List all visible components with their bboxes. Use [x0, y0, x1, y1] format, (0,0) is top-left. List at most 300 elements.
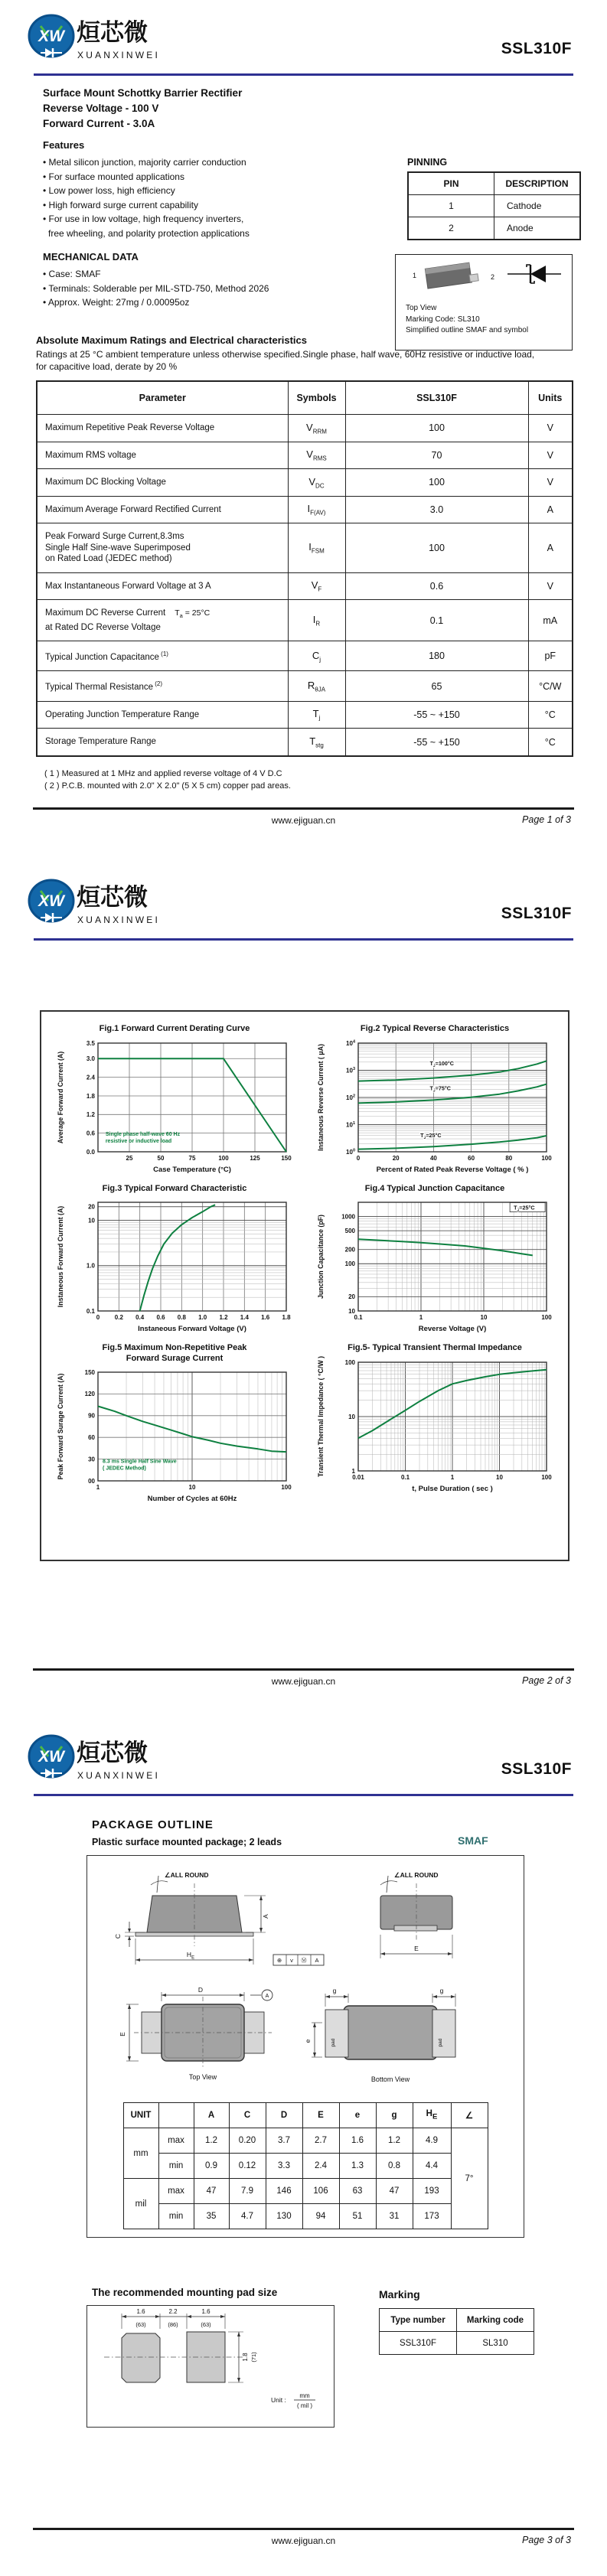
- symbol-sub: j: [318, 714, 321, 722]
- symbol-cell: [288, 671, 345, 701]
- symbol-cell: [288, 600, 345, 641]
- svg-text:3.5: 3.5: [86, 1039, 95, 1047]
- dim-row: [123, 2204, 488, 2229]
- symbol-cell: [288, 729, 345, 756]
- dim-column-header: [339, 2103, 376, 2128]
- value-cell: 100: [345, 469, 528, 497]
- list-item-text: • Low power loss, high efficiency: [43, 185, 175, 196]
- symbol-sub: FSM: [311, 547, 325, 555]
- parameter-cell: [37, 641, 288, 671]
- abs-row: [37, 496, 573, 523]
- package-name: SMAF: [458, 1834, 488, 1847]
- symbol-main: V: [306, 421, 313, 433]
- list-item-text: • High forward surge current capability: [43, 199, 198, 210]
- svg-text:0.6: 0.6: [86, 1129, 95, 1136]
- svg-text:( mil ): ( mil ): [297, 2402, 312, 2409]
- parameter-text: Typical Thermal Resistance: [45, 683, 154, 693]
- value-cell: 0.1: [345, 600, 528, 641]
- dim-HE-label: $H_E$: [186, 1951, 195, 1961]
- parameter-text: Max Instantaneous Forward Voltage at 3 A: [45, 581, 211, 591]
- svg-text:Junction Capacitance (pF): Junction Capacitance (pF): [317, 1215, 325, 1299]
- parameter-line: [45, 531, 283, 543]
- dim-value: 146: [266, 2179, 302, 2204]
- value-cell: 65: [345, 671, 528, 701]
- figure-cell-1: [44, 1024, 305, 1181]
- symbol-cell: [288, 641, 345, 671]
- logo-cn-text: 烜芯微: [77, 884, 148, 911]
- svg-text:Case Temperature (°C): Case Temperature (°C): [153, 1165, 231, 1174]
- logo-monogram: XW: [38, 892, 64, 910]
- part-number: SSL310F: [501, 1760, 572, 1778]
- unit-cell: V: [528, 415, 573, 442]
- figure-chart: [312, 1037, 557, 1181]
- footnote: ( 1 ) Measured at 1 MHz and applied reverse voltage of 4 V D.C: [44, 768, 282, 778]
- symbol-main: V: [306, 448, 313, 460]
- list-item-text: free wheeling, and polarity protection applications: [48, 227, 250, 239]
- symbol-cell: [288, 469, 345, 497]
- dim-value: 47: [376, 2179, 413, 2204]
- svg-text:0.01: 0.01: [352, 1473, 364, 1481]
- package-top-view-icon: [425, 262, 478, 289]
- svg-text:10: 10: [348, 1307, 355, 1315]
- symbol-cell: [288, 496, 345, 523]
- column-header: Units: [528, 381, 573, 415]
- symbol-sub: F: [318, 585, 322, 593]
- outline-note-lines: [396, 302, 572, 337]
- footnotes: [44, 768, 572, 793]
- bottom-view: [304, 1987, 455, 2083]
- unit-cell: °C/W: [528, 671, 573, 701]
- figure-chart: [52, 1196, 297, 1340]
- abs-row: [37, 641, 573, 671]
- symbol-sub: RRM: [312, 428, 327, 435]
- symbol-sub: R: [315, 620, 321, 628]
- parameter-text: Typical Junction Capacitance: [45, 652, 159, 662]
- svg-text:0.1: 0.1: [86, 1307, 95, 1315]
- parameter-cell: [37, 469, 288, 497]
- list-item-text: • For surface mounted applications: [43, 171, 184, 182]
- type-number: SSL310F: [380, 2332, 457, 2355]
- dim-value: 63: [339, 2179, 376, 2204]
- dim-e-label: e: [304, 2039, 312, 2043]
- figure-caption: Fig.3 Typical Forward Characteristic: [102, 1183, 247, 1193]
- mechanical-list: [43, 267, 364, 310]
- minmax-label: min: [158, 2154, 194, 2179]
- title-block: [43, 86, 242, 132]
- svg-text:1.2: 1.2: [86, 1110, 95, 1118]
- brand-logo: [28, 874, 190, 935]
- parameter-cell: [37, 442, 288, 469]
- dim-column-header: [376, 2103, 413, 2128]
- series-curve: [140, 1205, 215, 1311]
- svg-text:1.0: 1.0: [86, 1262, 95, 1270]
- svg-text:20: 20: [392, 1154, 400, 1162]
- right-dimension: [228, 2332, 257, 2382]
- pinning-table: [407, 171, 581, 240]
- mechanical-heading: MECHANICAL DATA: [43, 251, 139, 262]
- dim-g-label: g: [332, 1987, 337, 1994]
- svg-text:TJ=100°C: $T_J=100^\circ C$: [429, 1059, 454, 1068]
- logo-monogram: XW: [38, 28, 64, 45]
- part-number: SSL310F: [501, 40, 572, 57]
- svg-text:1.6: 1.6: [261, 1314, 270, 1321]
- unit-cell: °C: [528, 729, 573, 756]
- svg-text:Reverse Voltage (V): Reverse Voltage (V): [418, 1325, 487, 1333]
- list-item: [43, 155, 364, 170]
- svg-text:TJ=75°C: $T_J=75^\circ C$: [429, 1084, 451, 1094]
- dim-letter: e: [354, 2111, 361, 2120]
- unit-label: mm: [123, 2128, 158, 2179]
- parameter-line: [45, 709, 283, 721]
- svg-text:100: 100: [541, 1314, 552, 1321]
- column-header: Type number: [380, 2309, 457, 2332]
- figure-caption: Fig.4 Typical Junction Capacitance: [364, 1183, 505, 1193]
- svg-text:( JEDEC Method): ( JEDEC Method): [103, 1466, 146, 1472]
- logo-cn-text: 烜芯微: [77, 1740, 148, 1766]
- dim-value: 94: [302, 2204, 339, 2229]
- dim-row: [123, 2128, 488, 2154]
- page-2: [0, 865, 607, 1720]
- list-item: [43, 295, 364, 310]
- dim-column-header: [229, 2103, 266, 2128]
- list-item: [43, 170, 364, 184]
- parameter-line: [45, 679, 283, 693]
- figure-cell-3: [44, 1184, 305, 1341]
- parameter-cell: [37, 523, 288, 573]
- page1-footer: [33, 807, 574, 833]
- figure-caption: Fig.5 Maximum Non-Repetitive Peak: [102, 1343, 247, 1352]
- svg-text:1.4: 1.4: [240, 1314, 249, 1321]
- minmax-label: min: [158, 2204, 194, 2229]
- svg-text:1.8: 1.8: [86, 1092, 95, 1100]
- list-item: [43, 282, 364, 296]
- figure-cell-5: [44, 1343, 305, 1510]
- dim-letter: g: [391, 2111, 397, 2120]
- dim-value: 3.7: [266, 2128, 302, 2154]
- symbol-cell: [288, 523, 345, 573]
- dim-value: 51: [339, 2204, 376, 2229]
- column-header: Parameter: [37, 381, 288, 415]
- list-item-text: • Case: SMAF: [43, 269, 101, 279]
- svg-text:Unit :: Unit :: [271, 2396, 286, 2404]
- parameter-line: [45, 736, 283, 748]
- dim-header-row: [123, 2103, 488, 2128]
- figure-caption: Fig.1 Forward Current Derating Curve: [99, 1024, 250, 1033]
- dim-column-header: [413, 2103, 451, 2128]
- dim-column-header: [451, 2103, 488, 2128]
- charts-grid: [41, 1012, 568, 1510]
- svg-text:120: 120: [84, 1391, 95, 1398]
- note-line: Simplified outline SMAF and symbol: [406, 326, 529, 334]
- list-item: [43, 267, 364, 282]
- dim-value: 2.7: [302, 2128, 339, 2154]
- dim-letter: E: [318, 2111, 324, 2120]
- symbol-main: V: [308, 475, 316, 487]
- svg-text:⊕: ⊕: [276, 1957, 282, 1964]
- svg-text:25: 25: [126, 1154, 133, 1162]
- parameter-footnote-ref: (2): [153, 680, 163, 688]
- dim-row: [123, 2179, 488, 2204]
- svg-text:20: 20: [88, 1203, 95, 1211]
- features-list: [43, 155, 364, 240]
- pin1-label: 1: [413, 272, 417, 279]
- brand-logo: [28, 9, 190, 70]
- dim-letter-sub: E: [432, 2112, 438, 2121]
- footer-rule: [33, 1668, 574, 1671]
- svg-text:Percent of Rated Peak Reverse: Percent of Rated Peak Reverse Voltage ( % ): [376, 1165, 529, 1174]
- figure-chart: [52, 1037, 297, 1181]
- header-rule: [34, 73, 573, 76]
- dim-letter: D: [280, 2111, 288, 2120]
- value-cell: -55 ~ +150: [345, 701, 528, 729]
- pad-label: pad: [438, 2038, 443, 2047]
- svg-text:v: v: [290, 1957, 293, 1964]
- all-round-label: ∠ALL ROUND: [165, 1871, 209, 1879]
- dimension-table: [123, 2102, 488, 2229]
- symbol-cell: [288, 415, 345, 442]
- pin-description: Cathode: [494, 195, 581, 217]
- svg-text:Single phase half-wave 60 Hz: Single phase half-wave 60 Hz: [105, 1131, 181, 1137]
- end-view: [380, 1871, 452, 1958]
- svg-text:101: $10^1$: [346, 1120, 355, 1128]
- abs-row: [37, 572, 573, 600]
- svg-text:80: 80: [505, 1154, 513, 1162]
- svg-text:(63): (63): [201, 2321, 211, 2328]
- svg-text:100: 100: [541, 1473, 552, 1481]
- dim-value: 193: [413, 2179, 451, 2204]
- page-1: [0, 0, 607, 865]
- unit-header: UNIT: [123, 2103, 158, 2128]
- package-outline-subheading: Plastic surface mounted package; 2 leads: [92, 1837, 282, 1847]
- side-view: [114, 1871, 324, 1965]
- svg-text:0.1: 0.1: [354, 1314, 363, 1321]
- svg-text:Instaneous Forward Current (A: Instaneous Forward Current (A): [57, 1205, 64, 1308]
- unit-cell: V: [528, 572, 573, 600]
- svg-text:1: 1: [351, 1467, 355, 1475]
- minmax-label: max: [158, 2128, 194, 2154]
- svg-text:0.1: 0.1: [400, 1473, 410, 1481]
- svg-text:1.0: 1.0: [198, 1314, 207, 1321]
- title-line: Surface Mount Schottky Barrier Rectifier: [43, 87, 243, 99]
- abs-ratings-table: [36, 380, 573, 757]
- svg-text:2.2: 2.2: [168, 2308, 178, 2315]
- dim-value: 1.2: [194, 2128, 229, 2154]
- logo-en-text: XUANXINWEI: [77, 915, 161, 925]
- parameter-text: on Rated Load (JEDEC method): [45, 554, 172, 563]
- dim-A-label: A: [262, 1914, 269, 1919]
- parameter-text: Maximum RMS voltage: [45, 450, 136, 460]
- note-line: Top View: [406, 304, 437, 312]
- svg-text:103: $10^3$: [346, 1066, 355, 1074]
- dim-E-label: E: [119, 2032, 126, 2036]
- svg-text:Transient Thermal Impedance (: Transient Thermal Impedance ( °C/W ): [317, 1355, 325, 1477]
- abs-row: [37, 415, 573, 442]
- footer-page-number: Page 1 of 3: [522, 814, 571, 825]
- parameter-footnote-ref: (1): [158, 651, 168, 658]
- parameter-line: [45, 422, 283, 434]
- note-base: T: [175, 608, 180, 618]
- svg-text:3.0: 3.0: [86, 1055, 95, 1062]
- datum-label: A: [265, 1994, 269, 1999]
- svg-text:75: 75: [188, 1154, 196, 1162]
- page3-footer: [33, 2528, 574, 2554]
- symbol-main: T: [312, 708, 319, 720]
- svg-text:0.8: 0.8: [177, 1314, 186, 1321]
- parameter-line: [45, 608, 283, 622]
- list-item: [43, 227, 364, 241]
- header-rule: [34, 938, 573, 941]
- angle-value: 7°: [451, 2128, 488, 2229]
- symbol-cell: [288, 701, 345, 729]
- dim-D-label: D: [197, 1986, 204, 1994]
- pin-description: Anode: [494, 217, 581, 240]
- svg-text:1: 1: [419, 1314, 423, 1321]
- brand-logo: [28, 1730, 190, 1791]
- svg-text:102: $10^2$: [346, 1093, 355, 1101]
- unit-cell: pF: [528, 641, 573, 671]
- svg-text:mm: mm: [299, 2392, 310, 2399]
- column-header: PIN: [408, 172, 494, 195]
- dim-value: 31: [376, 2204, 413, 2229]
- svg-text:8.3 ms Single Half Sine Wave: 8.3 ms Single Half Sine Wave: [103, 1459, 177, 1465]
- dim-g-label: g: [439, 1987, 444, 1994]
- symbol-main: I: [308, 541, 312, 553]
- list-item-text: • Terminals: Solderable per MIL-STD-750, Method 2026: [43, 282, 269, 294]
- list-item: [43, 212, 364, 227]
- package-symbol-drawing: [396, 255, 570, 298]
- figure-chart: [52, 1366, 297, 1510]
- dim-value: 0.8: [376, 2154, 413, 2179]
- svg-text:150: 150: [281, 1154, 292, 1162]
- svg-text:100: 100: [281, 1484, 292, 1491]
- symbol-cell: [288, 442, 345, 469]
- footer-site: www.ejiguan.cn: [271, 1676, 336, 1687]
- value-cell: 100: [345, 523, 528, 573]
- footer-page-number: Page 2 of 3: [522, 1675, 571, 1686]
- dim-value: 0.20: [229, 2128, 266, 2154]
- svg-text:100: 100: [344, 1260, 355, 1268]
- unit-note: [271, 2392, 315, 2409]
- list-item-text: • Approx. Weight: 27mg / 0.00095oz: [43, 297, 190, 308]
- pin2-label: 2: [491, 273, 495, 281]
- pad-label: pad: [331, 2038, 336, 2047]
- parameter-line: [45, 581, 283, 592]
- parameter-cell: [37, 701, 288, 729]
- symbol-sub: j: [319, 656, 321, 663]
- parameter-line: [45, 450, 283, 461]
- svg-text:Instaneous Forward Voltage (V): Instaneous Forward Voltage (V): [138, 1325, 246, 1333]
- value-cell: 0.6: [345, 572, 528, 600]
- figure-cell-6: [305, 1343, 565, 1510]
- value-cell: 70: [345, 442, 528, 469]
- svg-text:125: 125: [250, 1154, 260, 1162]
- parameter-cell: [37, 729, 288, 756]
- parameter-line: [45, 504, 283, 516]
- footer-rule: [33, 2528, 574, 2530]
- svg-text:(86): (86): [168, 2321, 178, 2328]
- parameter-line: [45, 649, 283, 663]
- svg-text:1.8: 1.8: [242, 2353, 249, 2362]
- svg-text:10: 10: [480, 1314, 488, 1321]
- svg-text:1.8: 1.8: [282, 1314, 291, 1321]
- parameter-line: [45, 622, 283, 634]
- svg-text:00: 00: [88, 1477, 95, 1485]
- unit-cell: V: [528, 442, 573, 469]
- abs-row: [37, 469, 573, 497]
- parameter-text: Maximum DC Reverse Current: [45, 608, 166, 618]
- pin-number: 1: [408, 195, 494, 217]
- title-line: Reverse Voltage - 100 V: [43, 103, 159, 114]
- svg-text:TJ=25°C: $T_J=25^\circ C$: [514, 1204, 535, 1213]
- parameter-cell: [37, 572, 288, 600]
- column-header: Symbols: [288, 381, 345, 415]
- symbol-main: T: [309, 735, 316, 747]
- symbol-main: I: [307, 503, 311, 514]
- dim-value: 1.2: [376, 2128, 413, 2154]
- dim-column-header: [194, 2103, 229, 2128]
- dim-value: 2.4: [302, 2154, 339, 2179]
- value-cell: -55 ~ +150: [345, 729, 528, 756]
- svg-text:(63): (63): [135, 2321, 146, 2328]
- list-item-text: • For use in low voltage, high frequency inverters,: [43, 214, 244, 224]
- bottom-view-caption: Bottom View: [370, 2075, 410, 2083]
- svg-text:Instaneous Reverse Current ( μ: Instaneous Reverse Current ( μA): [317, 1043, 325, 1151]
- abs-row: [37, 523, 573, 573]
- features-block: [43, 139, 364, 310]
- abs-row: [37, 729, 573, 756]
- dim-value: 4.9: [413, 2128, 451, 2154]
- svg-text:0.4: 0.4: [135, 1314, 145, 1321]
- svg-text:150: 150: [84, 1368, 95, 1376]
- dim-value: 106: [302, 2179, 339, 2204]
- schottky-diode-symbol-icon: [507, 265, 561, 283]
- svg-text:10: 10: [496, 1473, 503, 1481]
- top-dimensions: [122, 2308, 225, 2329]
- logo-en-text: XUANXINWEI: [77, 50, 161, 60]
- dim-letter: H: [426, 2109, 432, 2119]
- figure-caption: Fig.5- Typical Transient Thermal Impedance: [348, 1343, 522, 1352]
- left-pad: [122, 2333, 160, 2382]
- parameter-line: [45, 543, 283, 554]
- abs-header-row: [37, 381, 573, 415]
- pinning-column: [395, 157, 573, 351]
- symbol-sub: F(AV): [310, 509, 326, 517]
- svg-text:100: 100: [218, 1154, 229, 1162]
- mounting-pad-drawing: [87, 2306, 331, 2422]
- unit-cell: mA: [528, 600, 573, 641]
- marking-table: [379, 2308, 534, 2355]
- unit-cell: V: [528, 469, 573, 497]
- symbol-sub: DC: [315, 482, 325, 489]
- series-curve: [358, 1136, 547, 1149]
- abs-row: [37, 600, 573, 641]
- parameter-cell: [37, 415, 288, 442]
- note-line: Marking Code: SL310: [406, 315, 480, 324]
- top-view: [119, 1986, 272, 2081]
- value-cell: 3.0: [345, 496, 528, 523]
- figures-panel: [40, 1010, 569, 1561]
- figure-caption: Forward Surage Current: [126, 1353, 224, 1363]
- parameter-text: Single Half Sine-wave Superimposed: [45, 543, 191, 553]
- parameter-cell: [37, 671, 288, 701]
- svg-text:A: A: [315, 1957, 319, 1964]
- dim-value: 3.3: [266, 2154, 302, 2179]
- svg-text:1.6: 1.6: [136, 2308, 145, 2315]
- dim-column-header: [302, 2103, 339, 2128]
- dim-value: 35: [194, 2204, 229, 2229]
- svg-text:Peak Forward Surage Current (A: Peak Forward Surage Current (A): [57, 1373, 64, 1480]
- marking-row: [380, 2332, 534, 2355]
